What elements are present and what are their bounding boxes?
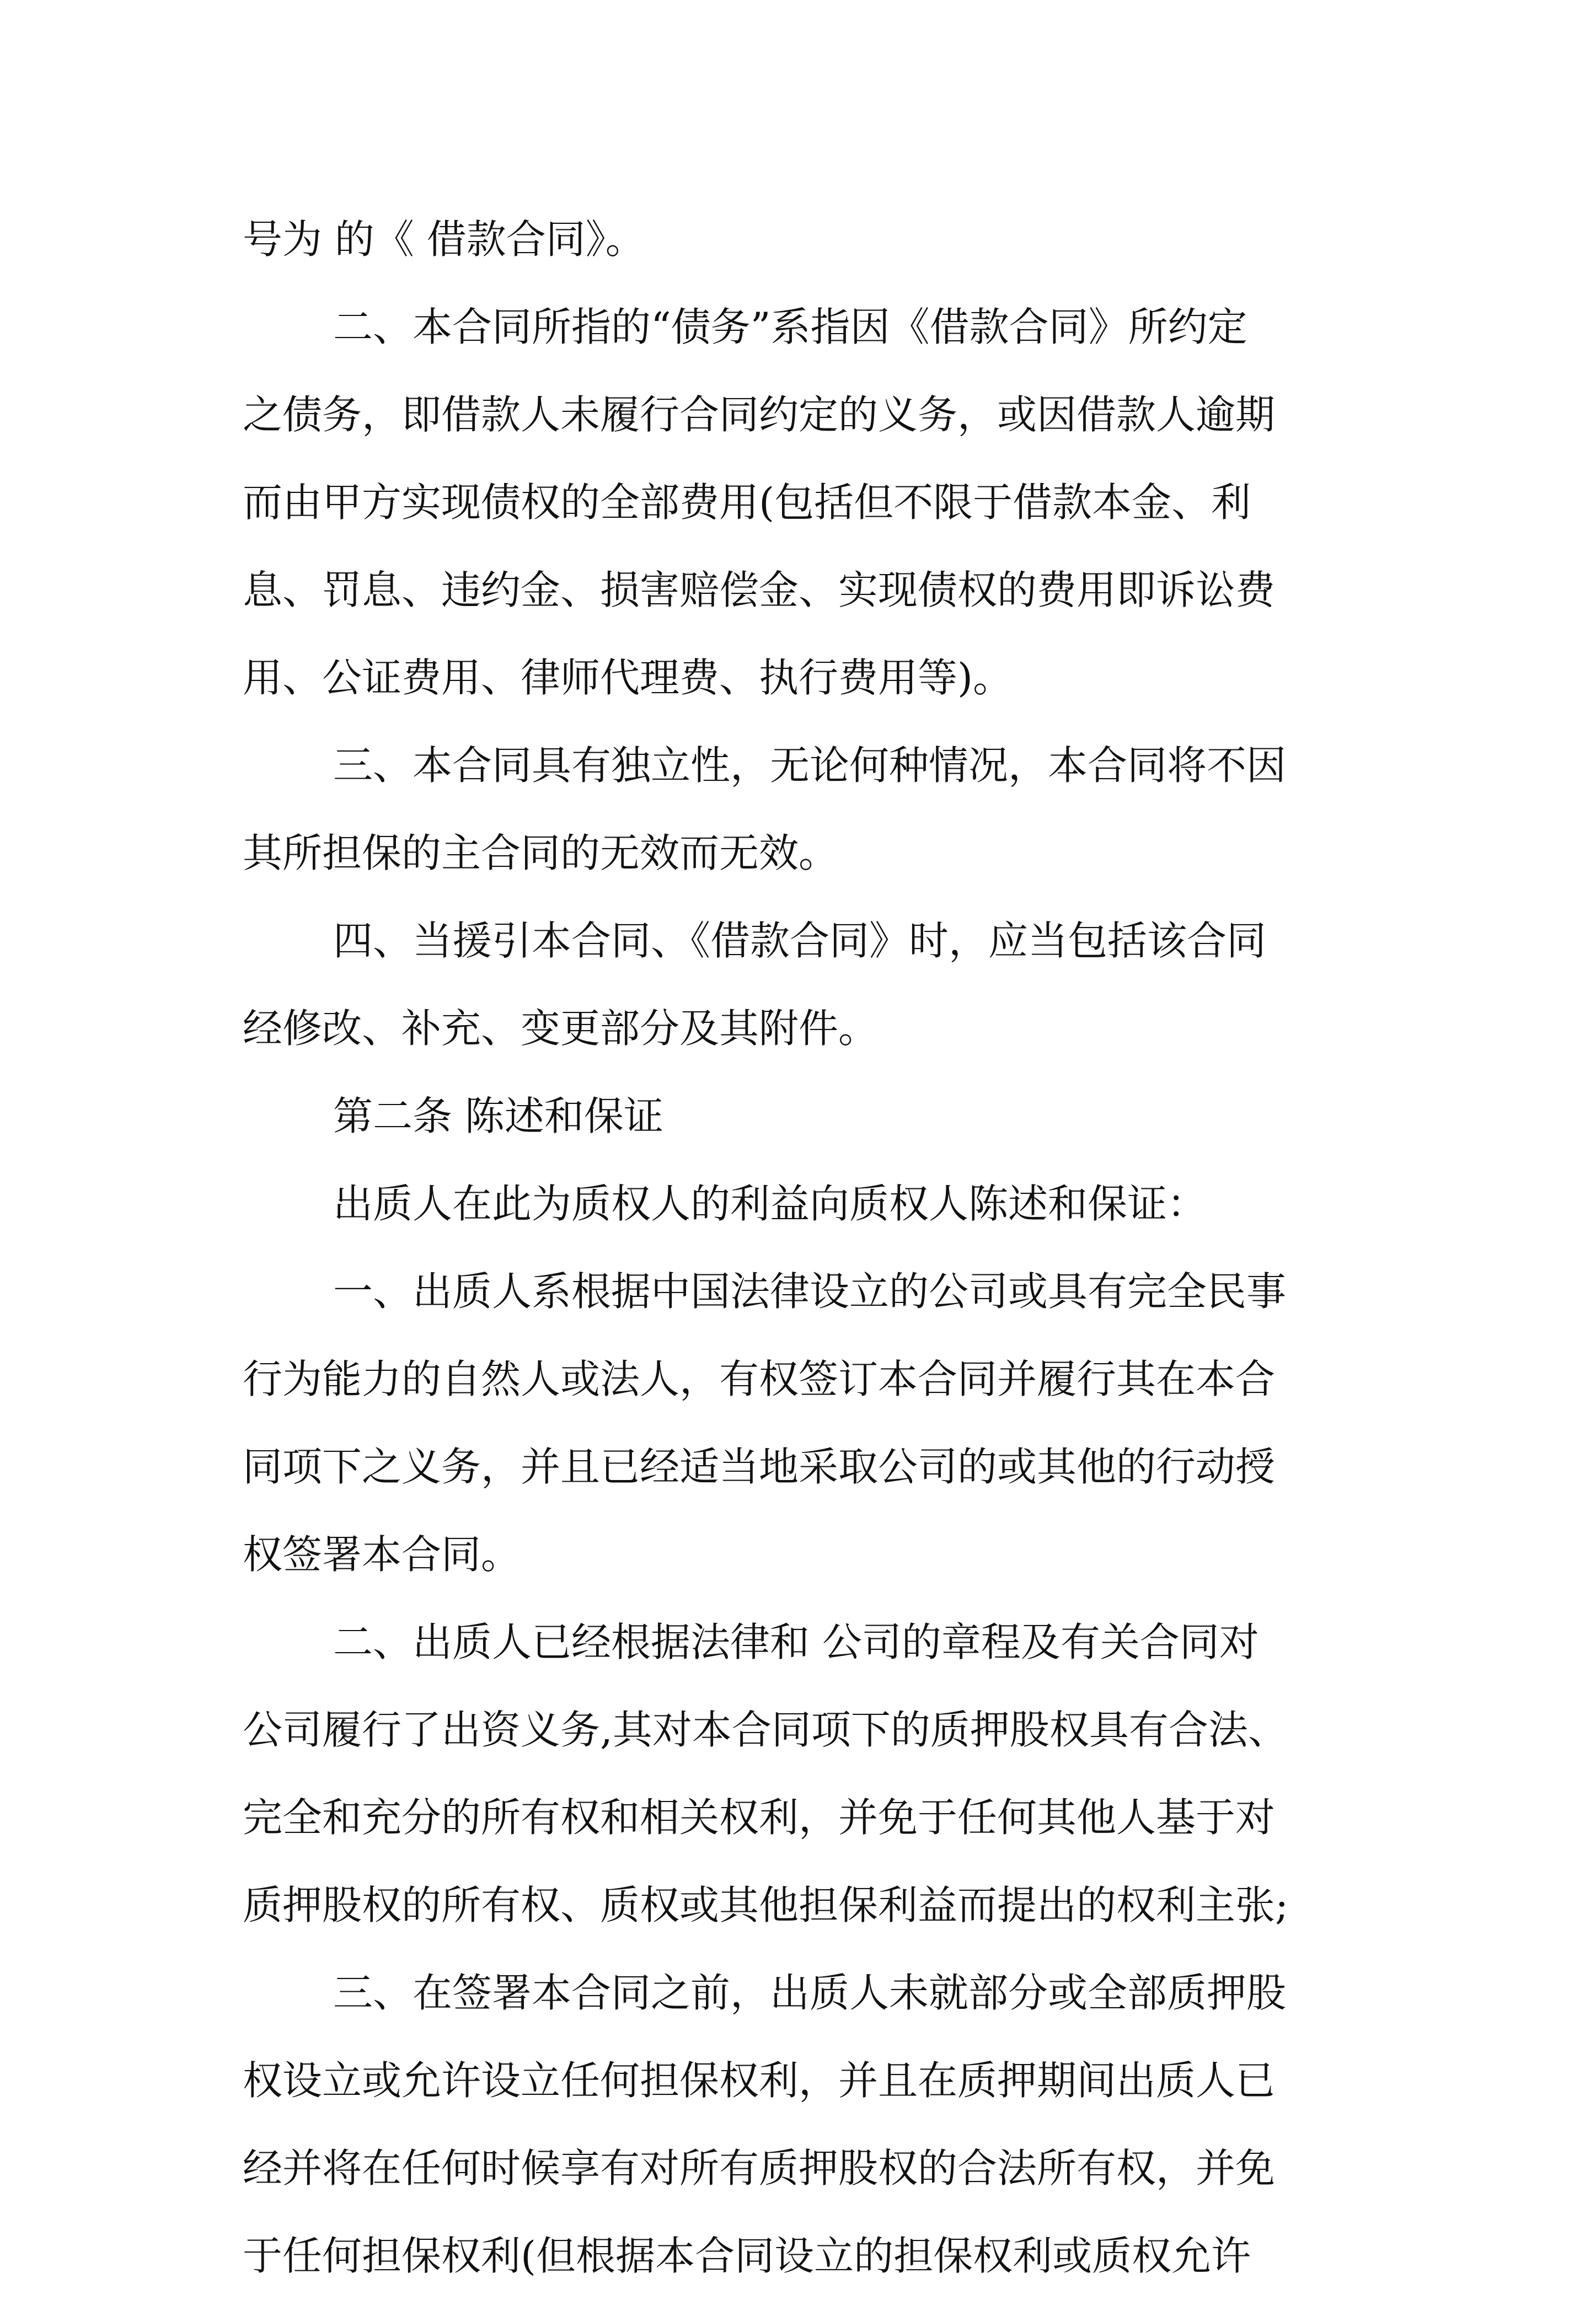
text-line: 之债务，即借款人未履行合同约定的义务，或因借款人逾期 bbox=[243, 392, 1276, 438]
text-line: 而由甲方实现债权的全部费用(包括但不限于借款本金、利 bbox=[243, 479, 1251, 526]
paragraph-line: 出质人在此为质权人的利益向质权人陈述和保证： bbox=[333, 1181, 1207, 1227]
text-line: 息、罚息、违约金、损害赔偿金、实现债权的费用即诉讼费 bbox=[243, 567, 1276, 613]
paragraph-line: 二、出质人已经根据法律和 公司的章程及有关合同对 bbox=[333, 1619, 1259, 1665]
document-body bbox=[243, 196, 1357, 2300]
text-line: 权签署本合同。 bbox=[243, 1531, 521, 1578]
text-line: 经并将在任何时候享有对所有质押股权的合法所有权，并免 bbox=[243, 2145, 1276, 2191]
text-line: 其所担保的主合同的无效而无效。 bbox=[243, 830, 839, 876]
paragraph-line: 二、本合同所指的“债务”系指因《借款合同》所约定 bbox=[333, 304, 1247, 350]
text-line: 权设立或允许设立任何担保权利，并且在质押期间出质人已 bbox=[243, 2057, 1276, 2104]
text-line: 同项下之义务，并且已经适当地采取公司的或其他的行动授 bbox=[243, 1444, 1276, 1490]
paragraph-line: 四、当援引本合同、《借款合同》时，应当包括该合同 bbox=[333, 918, 1267, 964]
text-line: 完全和充分的所有权和相关权利，并免于任何其他人基于对 bbox=[243, 1794, 1276, 1841]
paragraph-line: 三、本合同具有独立性，无论何种情况，本合同将不因 bbox=[333, 742, 1287, 789]
text-line: 于任何担保权利(但根据本合同设立的担保权利或质权允许 bbox=[243, 2233, 1251, 2279]
paragraph-line: 一、出质人系根据中国法律设立的公司或具有完全民事 bbox=[333, 1268, 1287, 1315]
text-line: 用、公证费用、律师代理费、执行费用等)。 bbox=[243, 655, 1013, 701]
text-line: 经修改、补充、变更部分及其附件。 bbox=[243, 1005, 879, 1052]
text-line: 行为能力的自然人或法人，有权签订本合同并履行其在本合 bbox=[243, 1356, 1276, 1402]
text-line: 号为 的《 借款合同》。 bbox=[243, 216, 645, 262]
paragraph-line: 三、在签署本合同之前，出质人未就部分或全部质押股 bbox=[333, 1970, 1287, 2016]
text-line: 质押股权的所有权、质权或其他担保利益而提出的权利主张; bbox=[243, 1882, 1289, 1928]
section-heading: 第二条 陈述和保证 bbox=[333, 1093, 663, 1139]
text-line: 公司履行了出资义务,其对本合同项下的质押股权具有合法、 bbox=[243, 1707, 1288, 1753]
